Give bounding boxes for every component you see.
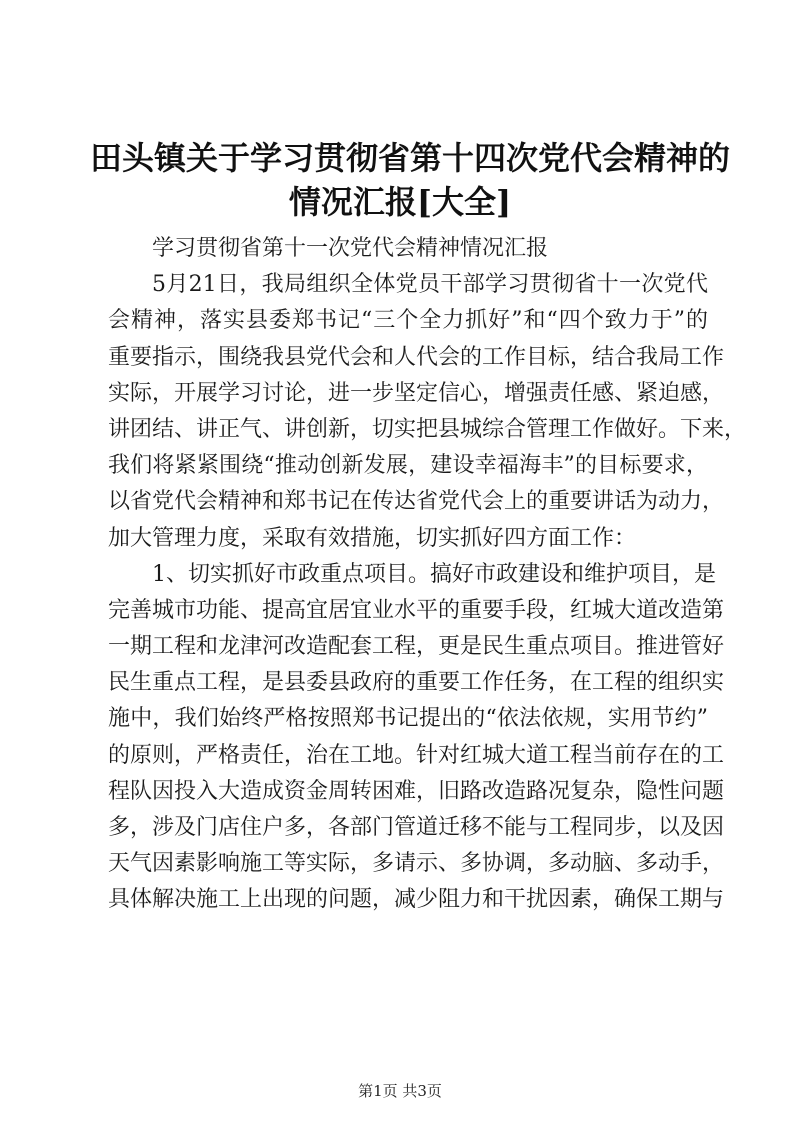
paragraph-line: 一期工程和龙津河改造配套工程，更是民生重点项目。推进管好 — [108, 634, 725, 660]
paragraph-line: 多，涉及门店住户多，各部门管道迁移不能与工程同步，以及因 — [108, 815, 725, 840]
paragraph-line: 民生重点工程，是县委县政府的重要工作任务，在工程的组织实 — [108, 670, 725, 696]
paragraph-intro — [108, 267, 747, 557]
paragraph-line: 以省党代会精神和郑书记在传达省党代会上的重要讲话为动力， — [108, 489, 725, 515]
paragraph-line: 加大管理力度，采取有效措施，切实抓好四方面工作： — [108, 525, 637, 551]
paragraph-line: 的原则，严格责任，治在工地。针对红城大道工程当前存在的工 — [108, 742, 725, 768]
paragraph-line: 完善城市功能、提高宜居宜业水平的重要手段，红城大道改造第 — [108, 597, 725, 623]
paragraph-line: 重要指示，围绕我县党代会和人代会的工作目标，结合我局工作 — [108, 344, 725, 370]
paragraph-line: 天气因素影响施工等实际，多请示、多协调，多动脑、多动手， — [108, 851, 725, 877]
title-line-2: 情况汇报[大全] — [288, 183, 512, 221]
paragraph-line: 施中，我们始终严格按照郑书记提出的“依法依规，实用节约” — [108, 706, 708, 732]
document-body — [108, 231, 747, 919]
paragraph-line: 讲团结、讲正气、讲创新，切实把县城综合管理工作做好。下来， — [108, 416, 747, 442]
paragraph-item-1 — [108, 557, 725, 919]
paragraph-line: 我们将紧紧围绕“推动创新发展，建设幸福海丰”的目标要求， — [108, 453, 708, 479]
paragraph-line: 程队因投入大造成资金周转困难，旧路改造路况复杂，隐性问题 — [108, 778, 725, 804]
paragraph-line: 会精神，落实县委郑书记“三个全力抓好”和“四个致力于”的 — [108, 308, 708, 334]
paragraph-line: 5月21日，我局组织全体党员干部学习贯彻省十一次党代 — [152, 272, 708, 298]
title-line-1: 田头镇关于学习贯彻省第十四次党代会精神的 — [90, 139, 731, 177]
page-number-footer: 第1页 共3页 — [358, 1082, 442, 1100]
paragraph-line: 具体解决施工上出现的问题，减少阻力和干扰因素，确保工期与 — [108, 887, 725, 913]
paragraph-line: 实际，开展学习讨论，进一步坚定信心，增强责任感、紧迫感， — [108, 380, 725, 406]
paragraph-subtitle — [108, 231, 708, 267]
document-title — [90, 136, 731, 224]
paragraph-line: 1、切实抓好市政重点项目。搞好市政建设和维护项目，是 — [152, 561, 716, 587]
paragraph-line: 学习贯彻省第十一次党代会精神情况汇报 — [152, 236, 549, 261]
